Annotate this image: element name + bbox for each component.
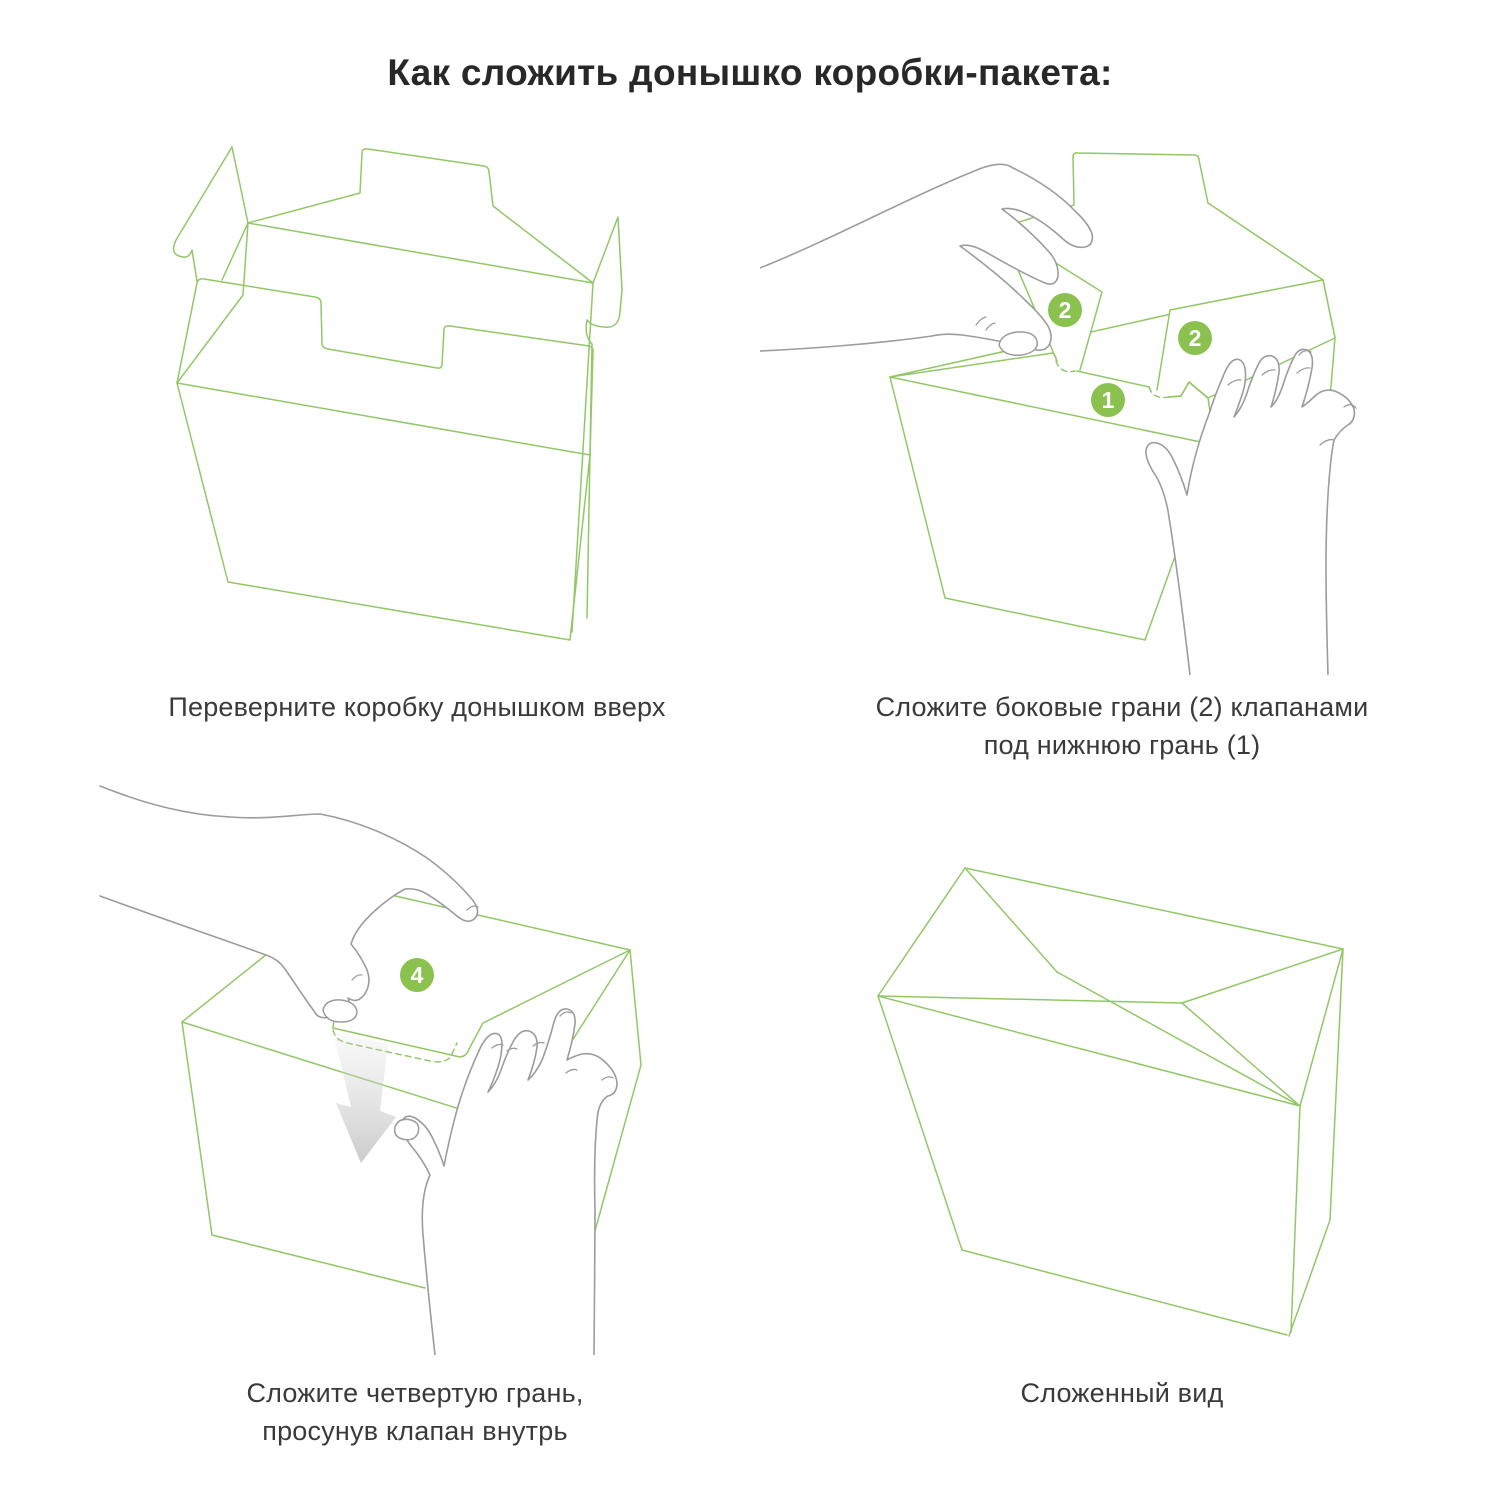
step-2-caption xyxy=(772,688,1472,764)
badge-step-2b xyxy=(1178,321,1212,355)
left-fold-line xyxy=(965,868,1057,972)
svg-text:2: 2 xyxy=(1058,297,1072,323)
step-4-panel xyxy=(860,850,1380,1350)
svg-text:1: 1 xyxy=(1101,387,1115,413)
step-3-panel xyxy=(90,770,700,1355)
step-4-caption xyxy=(772,1374,1472,1412)
box-back-rim-line xyxy=(248,223,593,283)
front-flap-notched xyxy=(177,279,593,455)
thumb-tip xyxy=(999,332,1037,355)
open-box-drawing xyxy=(174,147,622,640)
folded-box-drawing xyxy=(878,868,1343,1336)
bottom-flap-edge-left xyxy=(890,353,1056,377)
left-hand-outline xyxy=(760,164,1092,355)
thumb-tip xyxy=(323,1000,357,1022)
step-4-illustration xyxy=(860,850,1380,1350)
right-hand-outline xyxy=(1146,349,1356,675)
step-3-caption xyxy=(65,1374,765,1450)
caption-line: Сложите боковые грани (2) клапанами xyxy=(875,692,1369,722)
left-arrow-flap-edge xyxy=(232,147,248,223)
box-back-right-edge xyxy=(1289,949,1343,1336)
page-title: Как сложить донышко коробки-пакета: xyxy=(387,52,1113,93)
svg-text:4: 4 xyxy=(410,962,424,988)
box-left-bottom-edges xyxy=(878,996,1287,1335)
diagonal-fold-line xyxy=(1057,972,1300,1106)
left-arrow-flap xyxy=(174,147,232,281)
step-3-illustration xyxy=(90,770,700,1355)
caption-line: Сложенный вид xyxy=(1020,1378,1224,1408)
badge-step-1 xyxy=(1091,383,1125,417)
box-front-right-edge xyxy=(1291,1106,1300,1332)
badge-step-4 xyxy=(400,958,434,992)
center-seam-line xyxy=(878,996,1182,1003)
box-front-face xyxy=(177,383,590,640)
caption-line: Переверните коробку донышком вверх xyxy=(168,692,666,722)
caption-line: Сложите четвертую грань, xyxy=(246,1378,584,1408)
right-fold-line xyxy=(1182,949,1343,1003)
box-front-face xyxy=(890,377,1215,640)
box-left-bottom-edges xyxy=(182,1022,425,1288)
right-arrow-flap xyxy=(587,217,622,327)
push-down-arrow xyxy=(333,1032,396,1163)
step-1-caption xyxy=(67,688,767,726)
step-1-panel xyxy=(160,140,660,650)
back-flap-with-tab xyxy=(248,149,593,283)
folded-bottom-outline xyxy=(878,868,1343,1106)
step-1-illustration xyxy=(160,140,660,650)
caption-line: под нижнюю грань (1) xyxy=(983,730,1261,760)
step-2-illustration xyxy=(760,145,1405,675)
step-2-panel xyxy=(760,145,1405,675)
svg-text:2: 2 xyxy=(1188,325,1202,351)
thumbnail xyxy=(395,1119,419,1139)
caption-line: просунув клапан внутрь xyxy=(262,1416,568,1446)
badge-step-2a xyxy=(1048,293,1082,327)
